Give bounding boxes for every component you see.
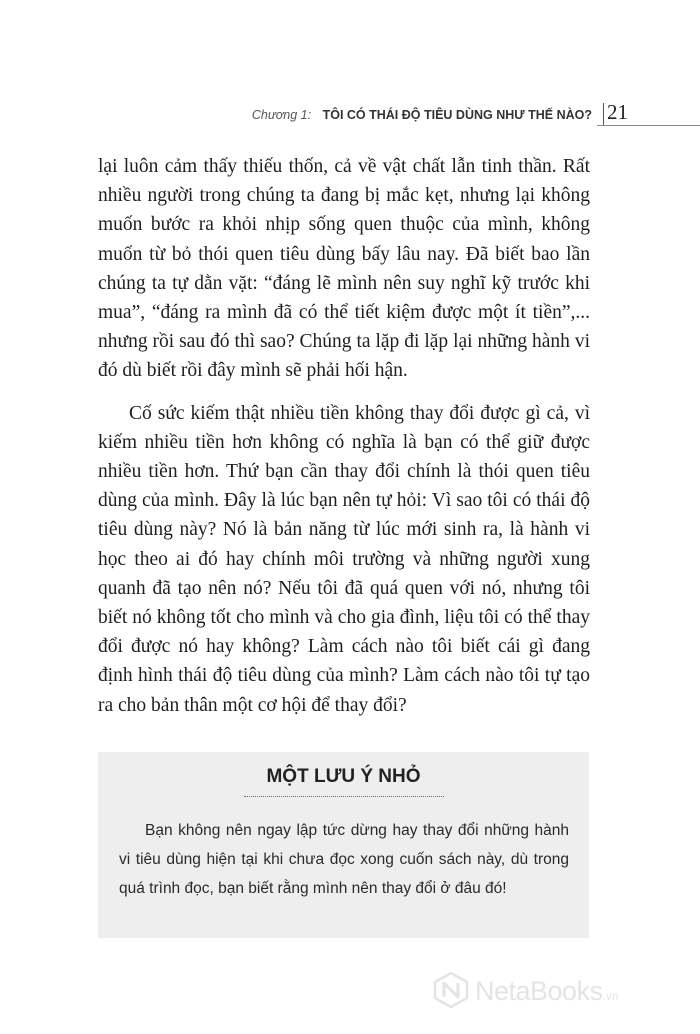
note-box (98, 752, 589, 938)
watermark-suffix: .vn (602, 989, 619, 1003)
note-title: MỘT LƯU Ý NHỎ (266, 766, 421, 787)
note-text: Bạn không nên ngay lập tức dừng hay thay đổi những hành vi tiêu dùng hiện tại khi chưa đọc xong cuốn sách này, dù trong quá trình đọc, bạn biết rằng mình nên thay đổi ở đâu đó! (119, 822, 569, 897)
running-header (0, 95, 700, 135)
header-text (252, 108, 592, 122)
paragraph-1: lại luôn cảm thấy thiếu thốn, cả về vật chất lẫn tinh thần. Rất nhiều người trong chúng ta đang bị mắc kẹt, nhưng lại không muốn bước ra khỏi nhịp sống quen thuộc của mình, không muốn từ bỏ thói quen tiêu dùng bấy lâu nay. Đã biết bao lần chúng ta tự dằn vặt: “đáng lẽ mình nên suy nghĩ kỹ trước khi mua”, “đáng ra mình đã có thể tiết kiệm được một ít tiền”,... nhưng rồi sau đó thì sao? Chúng ta lặp đi lặp lại những hành vi đó dù biết rồi đây mình sẽ phải hối hận. (98, 156, 590, 382)
watermark (433, 970, 700, 1020)
header-underline (597, 125, 700, 126)
header-vertical-rule (603, 103, 604, 125)
netabooks-logo-icon (433, 972, 469, 1008)
paragraph-2: Cố sức kiếm thật nhiều tiền không thay đổi được gì cả, vì kiếm nhiều tiền hơn không có nghĩa là bạn có thể giữ được nhiều tiền hơn. Thứ bạn cần thay đổi chính là thói quen tiêu dùng của mình. Đây là lúc bạn nên tự hỏi: Vì sao tôi có thái độ tiêu dùng này? Nó là bản năng từ lúc mới sinh ra, là hành vi học theo ai đó hay chính môi trường và những người xung quanh đã tạo nên nó? Nếu tôi đã quá quen với nó, nhưng tôi biết nó không tốt cho mình và cho gia đình, liệu tôi có thể thay đổi được nó hay không? Làm cách nào tôi biết cái gì đang định hình thái độ tiêu dùng của mình? Làm cách nào tôi tự tạo ra cho bản thân một cơ hội để thay đổi? (98, 402, 590, 716)
body-text (98, 152, 590, 733)
chapter-label: Chương 1: (251, 108, 312, 122)
chapter-title: TÔI CÓ THÁI ĐỘ TIÊU DÙNG NHƯ THẾ NÀO? (322, 108, 592, 122)
watermark-brand: NetaBooks (475, 976, 603, 1006)
watermark-text (475, 976, 619, 1007)
note-title-dotted-rule (244, 796, 444, 797)
page-number: 21 (607, 100, 628, 124)
